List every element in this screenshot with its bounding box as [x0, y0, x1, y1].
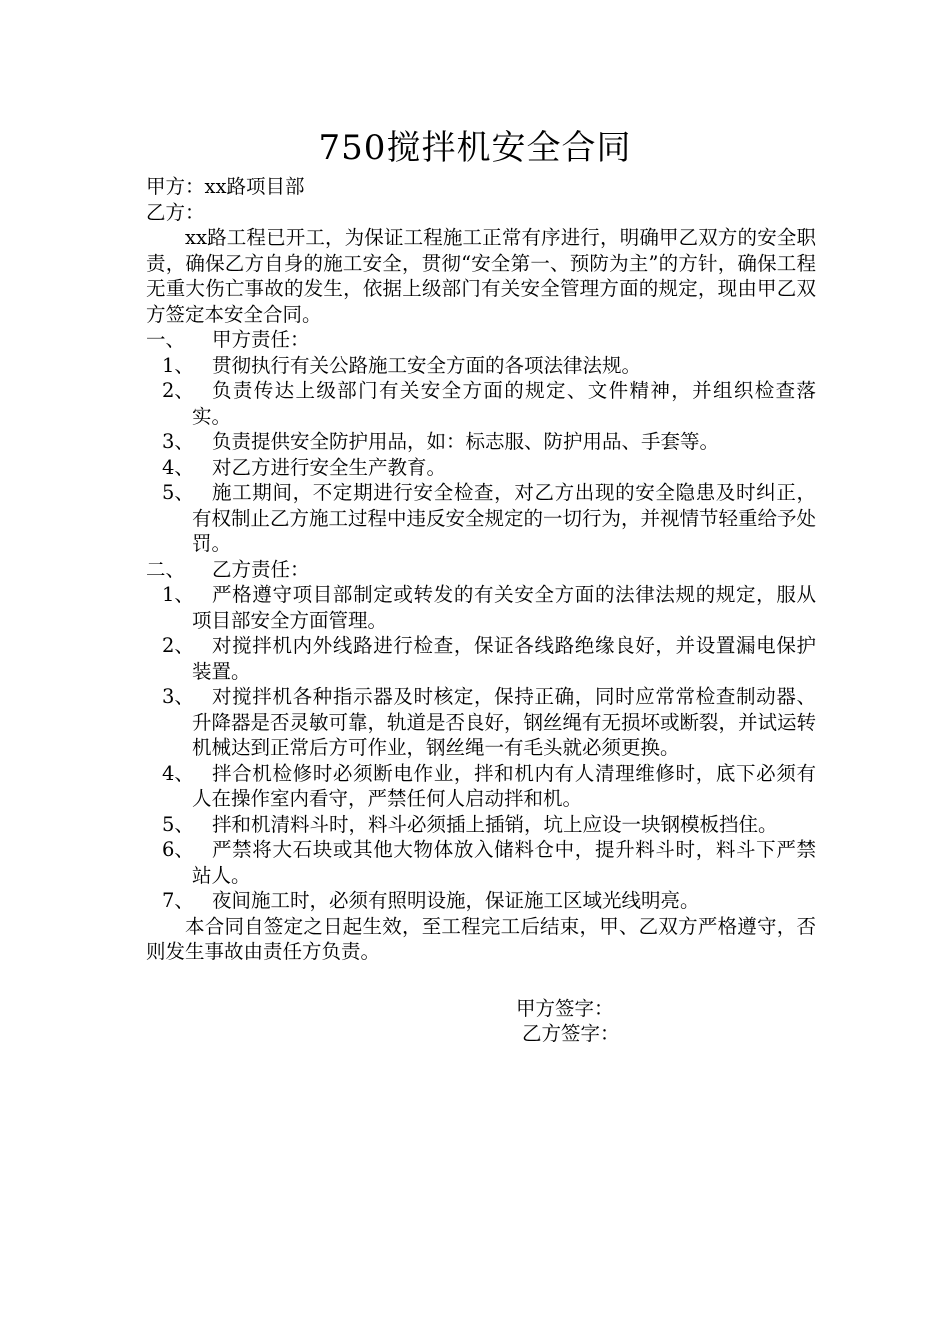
contract-body	[146, 174, 816, 965]
section-1-item-text: 负责传达上级部门有关安全方面的规定、文件精神，并组织检查落实。	[192, 379, 816, 428]
section-1-heading	[146, 327, 816, 353]
section-2-item-number: 4、	[162, 761, 194, 785]
section-2-heading	[146, 557, 816, 583]
section-2-item	[146, 888, 816, 914]
section-2-item-number: 2、	[162, 634, 194, 657]
section-2-item-text: 严禁将大石块或其他大物体放入储料仓中，提升料斗时，料斗下严禁站人。	[192, 838, 816, 887]
section-1-item-number: 4、	[162, 455, 194, 479]
section-1-item-number: 1、	[162, 353, 194, 377]
section-2-item-number: 6、	[162, 838, 194, 861]
section-2-items	[146, 582, 816, 914]
section-1-item	[146, 353, 816, 379]
section-1-item-text: 负责提供安全防护用品，如：标志服、防护用品、手套等。	[212, 430, 720, 453]
section-2-item-number: 3、	[162, 685, 194, 708]
intro-paragraph: xx路工程已开工，为保证工程施工正常有序进行，明确甲乙双方的安全职责，确保乙方自身的施工安全，贯彻“安全第一、预防为主”的方针，确保工程无重大伤亡事故的发生，依据上级部门有关安全管理方面的规定，现由甲乙双方签定本安全合同。	[146, 226, 816, 326]
section-2-item-text: 拌和机清料斗时，料斗必须插上插销，坑上应设一块钢模板挡住。	[212, 812, 778, 836]
contract-title: 750搅拌机安全合同	[318, 128, 632, 168]
section-1-item-text: 施工期间，不定期进行安全检查，对乙方出现的安全隐患及时纠正，有权制止乙方施工过程中违反安全规定的一切行为，并视情节轻重给予处罚。	[192, 481, 817, 555]
section-1-item	[146, 480, 816, 557]
section-1-item-text: 贯彻执行有关公路施工安全方面的各项法律法规。	[212, 353, 642, 377]
section-2-number: 二、	[146, 557, 186, 581]
section-2-item-number: 7、	[162, 889, 194, 912]
section-1-item-text: 对乙方进行安全生产教育。	[212, 455, 447, 479]
section-1-item-number: 3、	[162, 430, 194, 453]
section-1-item	[146, 378, 816, 429]
section-2-item-text: 对搅拌机各种指示器及时核定，保持正确，同时应常常检查制动器、升降器是否灵敏可靠，轨道是否良好，钢丝绳有无损坏或断裂，并试运转机械达到正常后方可作业，钢丝绳一有毛头就必须更换。	[192, 685, 817, 759]
section-1-items	[146, 353, 816, 557]
section-2-item-text: 对搅拌机内外线路进行检查，保证各线路绝缘良好，并设置漏电保护装置。	[192, 634, 816, 683]
section-1-title: 甲方责任：	[212, 328, 310, 351]
party-a-signature: 甲方签字：	[516, 997, 614, 1020]
section-2-item	[146, 837, 816, 888]
section-2-item-text: 拌合机检修时必须断电作业，拌和机内有人清理维修时，底下必须有人在操作室内看守，严禁任何人启动拌和机。	[192, 761, 816, 810]
section-1-item-number: 5、	[162, 481, 194, 504]
section-1-item-number: 2、	[162, 379, 194, 402]
section-2-item-number: 1、	[162, 583, 194, 606]
section-2-item-number: 5、	[162, 812, 194, 836]
closing-paragraph: 本合同自签定之日起生效，至工程完工后结束，甲、乙双方严格遵守，否则发生事故由责任方负责。	[146, 914, 816, 963]
section-2-item-text: 夜间施工时，必须有照明设施，保证施工区域光线明亮。	[212, 889, 700, 912]
section-2-item	[146, 684, 816, 761]
section-2-item	[146, 812, 816, 838]
section-1-number: 一、	[146, 328, 186, 351]
section-2-item-text: 严格遵守项目部制定或转发的有关安全方面的法律法规的规定，服从项目部安全方面管理。	[192, 583, 816, 632]
section-1-item	[146, 455, 816, 481]
section-1-item	[146, 429, 816, 455]
section-2-item	[146, 761, 816, 812]
section-2-item	[146, 633, 816, 684]
party-a-line: 甲方：xx路项目部	[146, 175, 305, 198]
section-2-item	[146, 582, 816, 633]
party-b-line: 乙方：	[146, 200, 205, 224]
party-b-signature: 乙方签字：	[522, 1022, 620, 1045]
section-2-title: 乙方责任：	[212, 557, 310, 581]
